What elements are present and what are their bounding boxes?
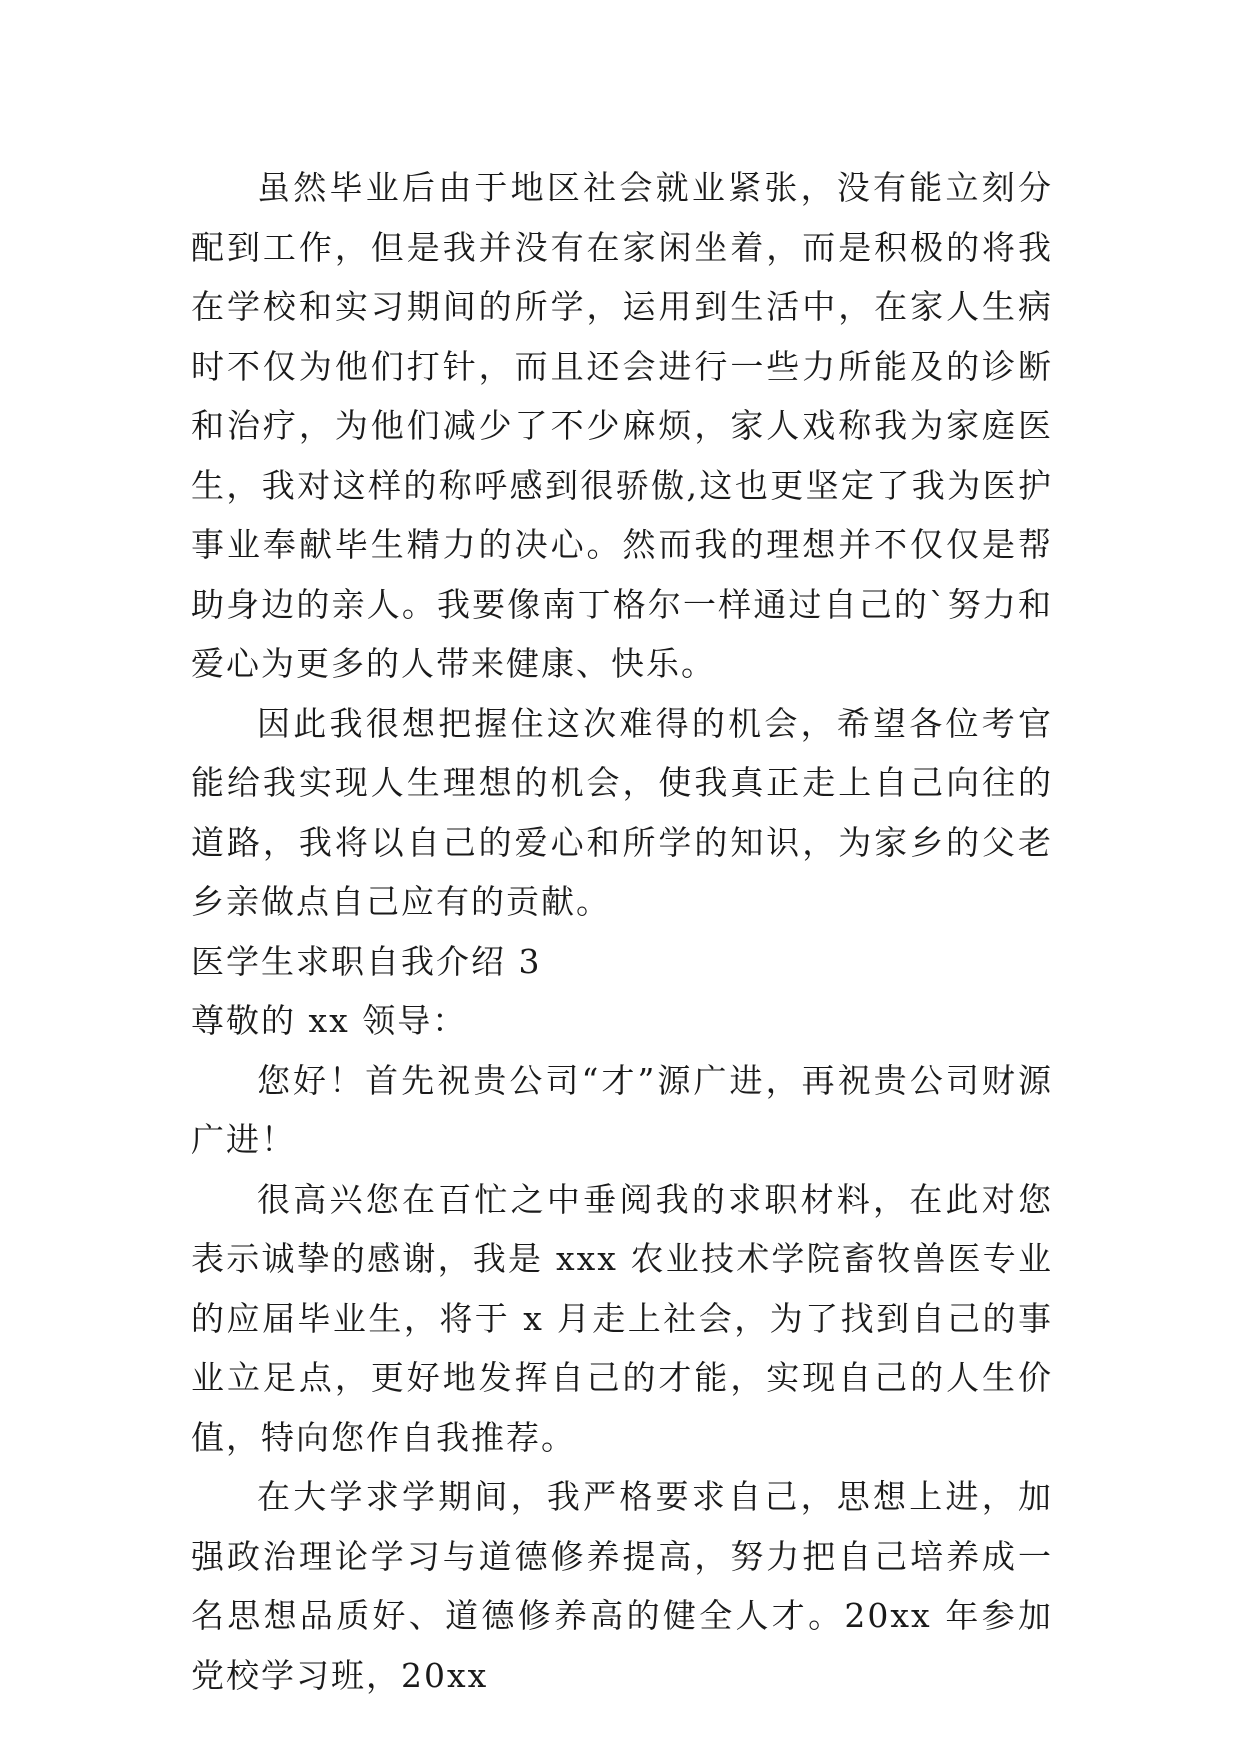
paragraph-study-period: 在大学求学期间，我严格要求自己，思想上进，加强政治理论学习与道德修养提高，努力把自己培养成一名思想品质好、道德修养高的健全人才。20xx 年参加党校学习班，20xx: [191, 1477, 1053, 1695]
document-page: [191, 158, 1053, 1705]
paragraph-career-experience: 虽然毕业后由于地区社会就业紧张，没有能立刻分配到工作，但是我并没有在家闲坐着，而是积极的将我在学校和实习期间的所学，运用到生活中，在家人生病时不仅为他们打针，而且还会进行一些力所能及的诊断和治疗，为他们减少了不少麻烦，家人戏称我为家庭医生，我对这样的称呼感到很骄傲,这也更坚定了我为医护事业奉献毕生精力的决心。然而我的理想并不仅仅是帮助身边的亲人。我要像南丁格尔一样通过自己的`努力和爱心为更多的人带来健康、快乐。: [191, 168, 1053, 683]
paragraph-opportunity: 因此我很想把握住这次难得的机会，希望各位考官能给我实现人生理想的机会，使我真正走上自己向往的道路，我将以自己的爱心和所学的知识，为家乡的父老乡亲做点自己应有的贡献。: [191, 703, 1053, 921]
section-heading: 医学生求职自我介绍 3: [191, 941, 542, 981]
paragraph-introduction: 很高兴您在百忙之中垂阅我的求职材料，在此对您表示诚挚的感谢，我是 xxx 农业技术学院畜牧兽医专业的应届毕业生，将于 x 月走上社会，为了找到自己的事业立足点，更好地发挥自己的才能，实现自己的人生价值，特向您作自我推荐。: [191, 1179, 1053, 1457]
salutation: 尊敬的 xx 领导：: [191, 1001, 468, 1040]
paragraph-greeting: 您好！首先祝贵公司“才”源广进，再祝贵公司财源广进！: [191, 1060, 1053, 1159]
